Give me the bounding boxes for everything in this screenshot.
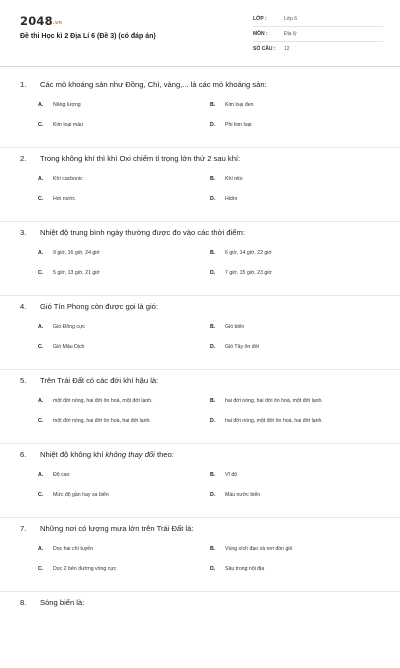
option-c[interactable] bbox=[38, 418, 151, 424]
page-header bbox=[0, 0, 400, 64]
question-text: Gió Tín Phong còn được gọi là gió: bbox=[40, 302, 158, 311]
question-number: 8. bbox=[20, 598, 27, 607]
option-d[interactable] bbox=[210, 196, 237, 202]
option-c[interactable] bbox=[38, 566, 116, 572]
option-a[interactable] bbox=[38, 546, 93, 552]
option-key: A. bbox=[38, 472, 44, 478]
option-key: C. bbox=[38, 418, 44, 424]
option-key: C. bbox=[38, 270, 44, 276]
question-divider bbox=[0, 295, 400, 296]
option-key: D. bbox=[210, 270, 216, 276]
question-4 bbox=[0, 298, 400, 372]
option-key: B. bbox=[210, 472, 216, 478]
question-text: Các mỏ khoáng sản như Đồng, Chì, vàng,... là các mỏ khoáng sản: bbox=[40, 80, 267, 89]
question-2 bbox=[0, 150, 400, 224]
option-text: 9 giờ, 16 giờ, 24 giờ bbox=[53, 250, 100, 256]
option-text: 6 giờ, 14 giờ, 22 giờ bbox=[225, 250, 272, 256]
option-text: Độ cao bbox=[53, 472, 70, 478]
meta-label: MÔN : bbox=[253, 31, 268, 37]
meta-label: SỐ CÂU : bbox=[253, 46, 276, 52]
option-key: A. bbox=[38, 324, 44, 330]
meta-value: Địa lý bbox=[284, 31, 297, 37]
meta-row-subject bbox=[253, 27, 383, 42]
option-key: D. bbox=[210, 492, 216, 498]
question-stem bbox=[20, 450, 390, 459]
option-key: C. bbox=[38, 344, 44, 350]
header-divider bbox=[0, 66, 400, 67]
question-number: 2. bbox=[20, 154, 27, 163]
option-key: A. bbox=[38, 398, 44, 404]
option-text: 7 giờ, 15 giờ, 23 giờ bbox=[225, 270, 272, 276]
option-d[interactable] bbox=[210, 122, 252, 128]
option-key: B. bbox=[210, 250, 216, 256]
question-divider bbox=[0, 147, 400, 148]
question-7 bbox=[0, 520, 400, 594]
option-a[interactable] bbox=[38, 472, 69, 478]
option-text: 5 giờ, 13 giờ, 21 giờ bbox=[53, 270, 100, 276]
document-title: Đề thi Học kì 2 Địa Lí 6 (Đề 3) (có đáp án) bbox=[20, 33, 156, 40]
option-c[interactable] bbox=[38, 492, 109, 498]
question-number: 1. bbox=[20, 80, 27, 89]
option-c[interactable] bbox=[38, 344, 84, 350]
question-divider bbox=[0, 517, 400, 518]
question-text: Trong không khí thì khí Oxi chiếm tỉ trọng lớn thứ 2 sau khí: bbox=[40, 154, 241, 163]
meta-table bbox=[253, 12, 383, 56]
logo-suffix: .vn bbox=[52, 20, 63, 26]
question-text-post: theo: bbox=[154, 450, 174, 459]
option-a[interactable] bbox=[38, 398, 153, 404]
option-c[interactable] bbox=[38, 196, 75, 202]
question-divider bbox=[0, 443, 400, 444]
option-key: B. bbox=[210, 102, 216, 108]
option-text: Kim loại đen bbox=[225, 102, 254, 108]
question-stem bbox=[20, 228, 390, 237]
option-key: B. bbox=[210, 324, 216, 330]
option-text: Mức độ gần hay xa biển bbox=[53, 492, 109, 498]
question-text: Trên Trái Đất có các đới khí hậu là: bbox=[40, 376, 159, 385]
option-key: A. bbox=[38, 546, 44, 552]
option-b[interactable] bbox=[210, 546, 292, 552]
option-key: B. bbox=[210, 176, 216, 182]
option-text: hai đới nóng, hai đới ôn hoà, một đới lạnh. bbox=[225, 398, 323, 404]
option-key: A. bbox=[38, 102, 44, 108]
question-6 bbox=[0, 446, 400, 520]
option-text: Dọc hai chí tuyến bbox=[53, 546, 94, 552]
question-number: 6. bbox=[20, 450, 27, 459]
option-text: Hidro bbox=[225, 196, 238, 202]
option-text: Phi kim loại bbox=[225, 122, 252, 128]
question-text-pre: Nhiệt độ không khí bbox=[40, 450, 106, 459]
site-logo[interactable] bbox=[20, 14, 62, 28]
question-list bbox=[0, 76, 400, 668]
option-text: Dọc 2 bên đường vòng cực bbox=[53, 566, 117, 572]
option-text: Khí cacbonic bbox=[53, 176, 83, 182]
option-key: A. bbox=[38, 176, 44, 182]
option-text: Vùng xích đạo và nơi đón gió bbox=[225, 546, 293, 552]
question-5 bbox=[0, 372, 400, 446]
question-number: 7. bbox=[20, 524, 27, 533]
option-key: D. bbox=[210, 566, 216, 572]
question-stem bbox=[20, 598, 390, 607]
meta-row-class bbox=[253, 12, 383, 27]
option-b[interactable] bbox=[210, 250, 272, 256]
question-stem bbox=[20, 524, 390, 533]
option-text: Gió biển bbox=[225, 324, 245, 330]
option-b[interactable] bbox=[210, 324, 244, 330]
option-b[interactable] bbox=[210, 102, 254, 108]
option-text: Gió Tây ôn đới bbox=[225, 344, 260, 350]
question-8 bbox=[0, 594, 400, 668]
option-key: C. bbox=[38, 492, 44, 498]
option-text: một đới nóng, hai đới ôn hoà, một đới lạnh. bbox=[53, 398, 153, 404]
question-stem bbox=[20, 154, 390, 163]
question-number: 4. bbox=[20, 302, 27, 311]
option-text: Khí nito bbox=[225, 176, 243, 182]
option-d[interactable] bbox=[210, 418, 323, 424]
option-key: D. bbox=[210, 196, 216, 202]
option-c[interactable] bbox=[38, 122, 83, 128]
question-number: 3. bbox=[20, 228, 27, 237]
option-b[interactable] bbox=[210, 176, 243, 182]
option-d[interactable] bbox=[210, 270, 272, 276]
option-d[interactable] bbox=[210, 344, 259, 350]
option-key: C. bbox=[38, 122, 44, 128]
option-text: Sâu trong nội địa bbox=[225, 566, 265, 572]
option-b[interactable] bbox=[210, 472, 237, 478]
option-c[interactable] bbox=[38, 270, 100, 276]
question-3 bbox=[0, 224, 400, 298]
question-divider bbox=[0, 591, 400, 592]
question-text bbox=[40, 450, 174, 459]
option-key: A. bbox=[38, 250, 44, 256]
question-stem bbox=[20, 80, 390, 89]
option-text: Màu nước biển bbox=[225, 492, 261, 498]
option-key: C. bbox=[38, 196, 44, 202]
option-d[interactable] bbox=[210, 566, 264, 572]
meta-label: LỚP : bbox=[253, 16, 267, 22]
question-1 bbox=[0, 76, 400, 150]
logo-main: 2048 bbox=[20, 14, 53, 28]
question-text-emphasis: không thay đổi bbox=[105, 450, 155, 459]
option-a[interactable] bbox=[38, 176, 83, 182]
option-a[interactable] bbox=[38, 102, 81, 108]
option-text: Kim loại màu bbox=[53, 122, 83, 128]
option-a[interactable] bbox=[38, 324, 85, 330]
option-text: Gió Mậu Dịch bbox=[53, 344, 85, 350]
option-key: D. bbox=[210, 122, 216, 128]
question-text: Sóng biển là: bbox=[40, 598, 85, 607]
question-number: 5. bbox=[20, 376, 27, 385]
option-text: Năng lượng bbox=[53, 102, 81, 108]
option-b[interactable] bbox=[210, 398, 323, 404]
option-key: B. bbox=[210, 546, 216, 552]
option-text: Hơi nước bbox=[53, 196, 76, 202]
option-text: hai đới nóng, một đới ôn hoà, hai đới lạnh. bbox=[225, 418, 323, 424]
option-key: B. bbox=[210, 398, 216, 404]
option-key: C. bbox=[38, 566, 44, 572]
question-text: Nhiệt độ trung bình ngày thường được đo vào các thời điểm: bbox=[40, 228, 245, 237]
question-text: Những nơi có lượng mưa lớn trên Trái Đất là: bbox=[40, 524, 194, 533]
meta-value: 12 bbox=[284, 46, 290, 52]
option-text: một đới nóng, hai đới ôn hoà, hai đới lạnh. bbox=[53, 418, 151, 424]
meta-value: Lớp 6 bbox=[284, 16, 298, 22]
option-text: Vĩ độ bbox=[225, 472, 238, 478]
question-divider bbox=[0, 221, 400, 222]
question-divider bbox=[0, 369, 400, 370]
question-stem bbox=[20, 376, 390, 385]
option-text: Gió Đông cực bbox=[53, 324, 86, 330]
option-key: D. bbox=[210, 344, 216, 350]
option-a[interactable] bbox=[38, 250, 100, 256]
question-stem bbox=[20, 302, 390, 311]
meta-row-count bbox=[253, 42, 383, 56]
option-key: D. bbox=[210, 418, 216, 424]
option-d[interactable] bbox=[210, 492, 260, 498]
